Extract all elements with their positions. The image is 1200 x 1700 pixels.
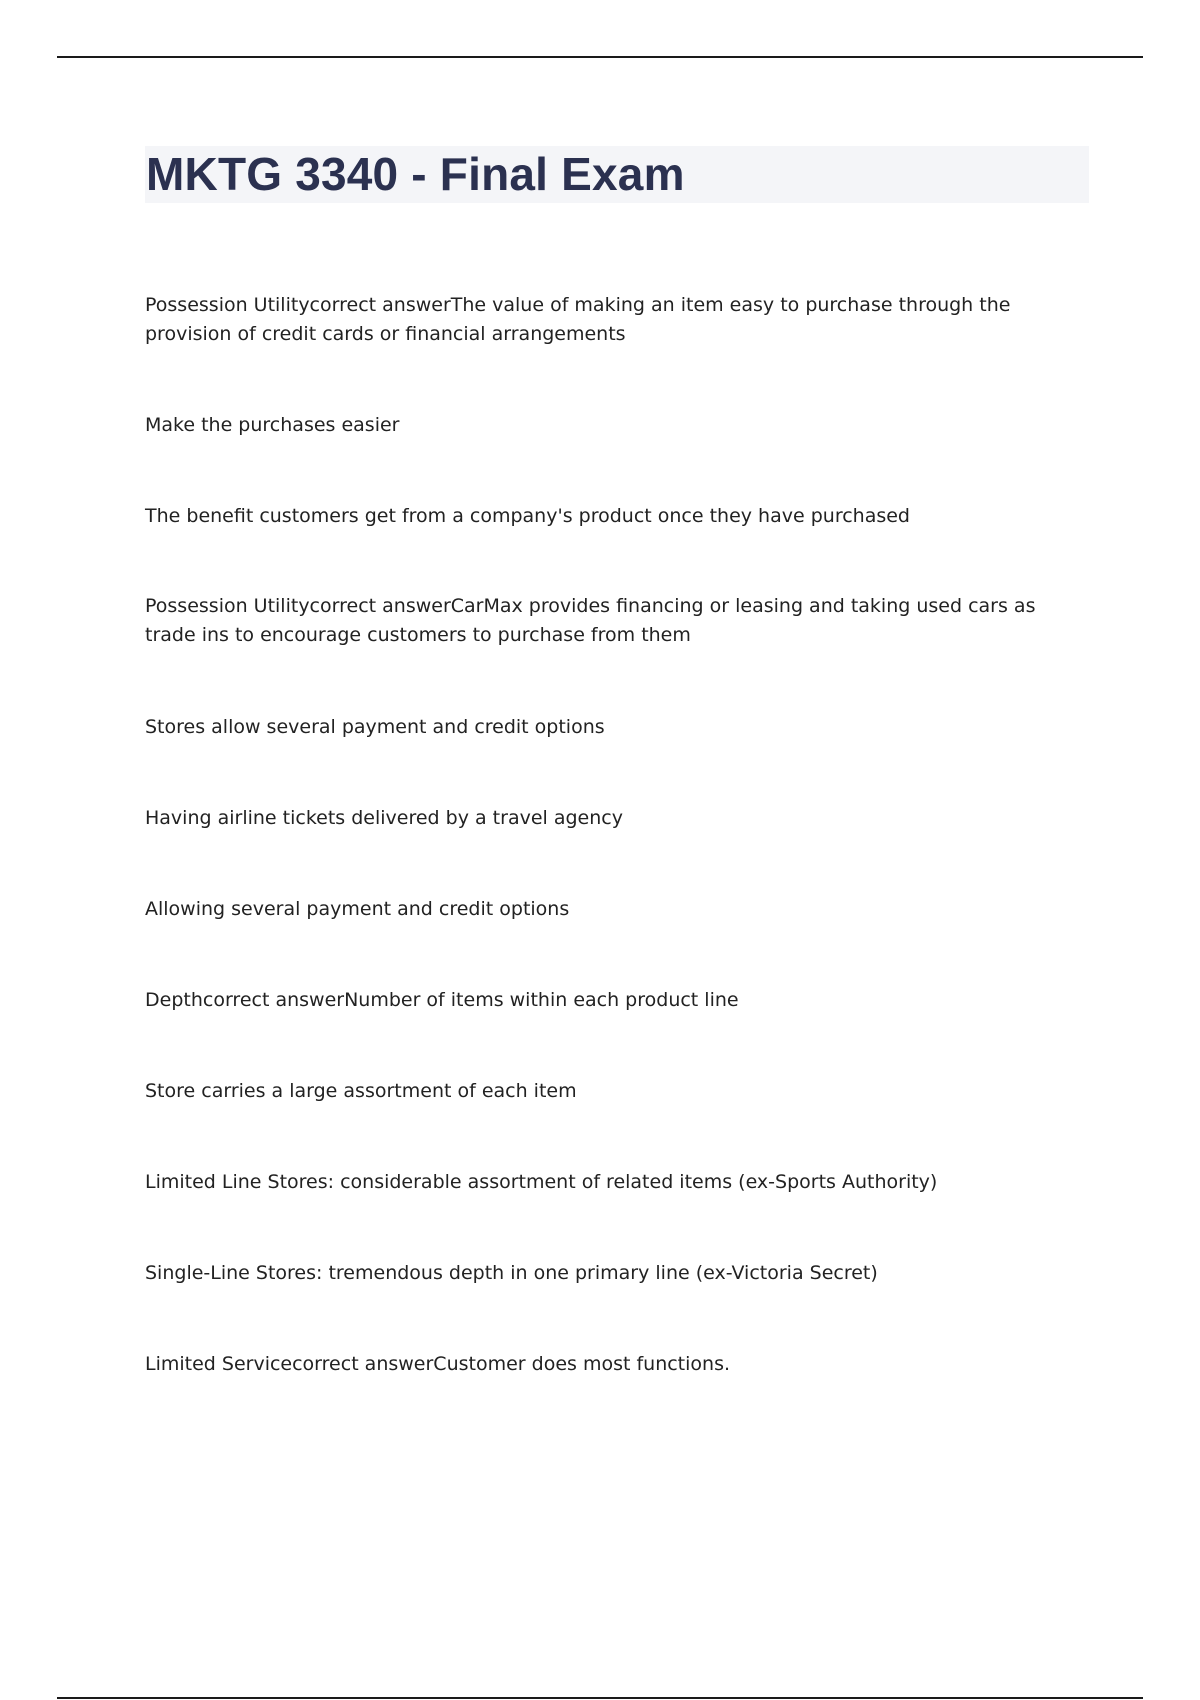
page-title: MKTG 3340 - Final Exam (146, 148, 685, 200)
list-item: Limited Servicecorrect answerCustomer does most functions. (145, 1353, 731, 1375)
bottom-divider (57, 1697, 1143, 1699)
list-item: Limited Line Stores: considerable assortment of related items (ex-Sports Authority) (145, 1171, 938, 1193)
list-item: The benefit customers get from a company's product once they have purchased (145, 505, 910, 527)
list-item: Stores allow several payment and credit options (145, 716, 605, 738)
list-item: Store carries a large assortment of each item (145, 1080, 577, 1102)
list-item: Depthcorrect answerNumber of items within each product line (145, 989, 739, 1011)
list-item: Make the purchases easier (145, 414, 400, 436)
list-item: Allowing several payment and credit options (145, 898, 570, 920)
list-item: Single-Line Stores: tremendous depth in one primary line (ex-Victoria Secret) (145, 1262, 878, 1284)
top-divider (57, 56, 1143, 58)
list-item: Possession Utilitycorrect answerThe value of making an item easy to purchase through the provision of credit cards or financial arrangements (145, 294, 1011, 345)
list-item: Having airline tickets delivered by a travel agency (145, 807, 623, 829)
list-item: Possession Utilitycorrect answerCarMax provides financing or leasing and taking used cars as trade ins to encourage customers to purchase from them (145, 595, 1036, 646)
